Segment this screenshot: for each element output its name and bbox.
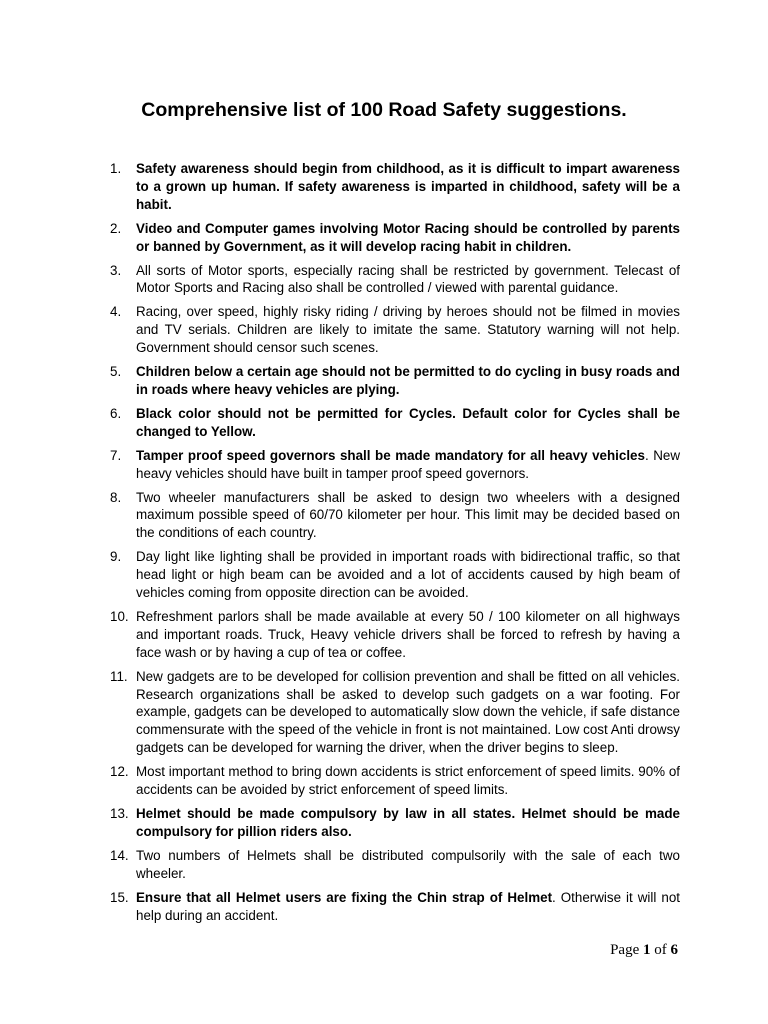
- item-bold-text: Safety awareness should begin from childhood, as it is difficult to impart awareness to a grown up human. If safety awareness is imparted in childhood, safety will be a habit.: [136, 161, 680, 212]
- item-number: 4.: [110, 304, 122, 320]
- item-number: 14.: [110, 847, 129, 863]
- item-text: Most important method to bring down accidents is strict enforcement of speed limits. 90% of accidents can be avoided by strict enforcement of speed limits.: [136, 764, 680, 798]
- item-text: New gadgets are to be developed for collision prevention and shall be fitted on all vehicles. Research organizations shall be asked to develop such gadgets on a war footing. For example, gadgets can be developed to automatically slow down the vehicle, if safe distance commensurate with the speed of the vehicle in front is not maintained. Low cost Anti drowsy gadgets can be developed for warning the driver, when the driver begins to sleep.: [136, 668, 680, 756]
- list-item: [110, 220, 680, 256]
- item-text: . New heavy vehicles should have built in tamper proof speed governors.: [136, 447, 680, 481]
- item-bold-text: Helmet should be made compulsory by law in all states. Helmet should be made compulsory for pillion riders also.: [136, 806, 680, 839]
- list-item: [110, 363, 680, 399]
- item-bold-text: Ensure that all Helmet users are fixing the Chin strap of Helmet: [136, 889, 553, 905]
- list-item: [110, 668, 680, 758]
- list-item: [110, 847, 680, 883]
- item-text: Day light like lighting shall be provided in important roads with bidirectional traffic, so that head light or high beam can be avoided and a lot of accidents caused by high beam of vehicles coming from opposite direction can be avoided.: [136, 549, 680, 601]
- item-number: 9.: [110, 549, 122, 565]
- suggestion-list: [110, 160, 680, 930]
- item-number: 11.: [110, 668, 128, 684]
- item-bold-text: Tamper proof speed governors shall be made mandatory for all heavy vehicles: [136, 447, 645, 463]
- list-item: [110, 805, 680, 841]
- item-number: 7.: [110, 447, 122, 463]
- item-number: 8.: [110, 489, 122, 505]
- item-text: . Otherwise it will not help during an accident.: [136, 889, 680, 923]
- item-number: 6.: [110, 405, 122, 421]
- list-item: [110, 548, 680, 602]
- item-number: 3.: [110, 262, 122, 278]
- item-number: 1.: [110, 161, 122, 176]
- item-bold-text: Video and Computer games involving Motor Racing should be controlled by parents or banned by Government, as it will develop racing habit in children.: [136, 220, 680, 254]
- page-label: Page: [610, 942, 643, 958]
- page-title: Comprehensive list of 100 Road Safety suggestions.: [141, 99, 627, 121]
- item-number: 13.: [110, 806, 129, 821]
- list-item: [110, 447, 680, 483]
- page-footer: [610, 942, 678, 959]
- item-text: Two wheeler manufacturers shall be asked to design two wheelers with a designed maximum possible speed of 60/70 kilometer per hour. This limit may be decided based on the conditions of each country.: [136, 489, 680, 541]
- page-number: 1: [643, 942, 651, 958]
- item-text: All sorts of Motor sports, especially racing shall be restricted by government. Telecast of Motor Sports and Racing also shall be controlled / viewed with parental guidance.: [136, 262, 680, 296]
- item-number: 5.: [110, 364, 122, 380]
- item-text: Refreshment parlors shall be made available at every 50 / 100 kilometer on all highways and important roads. Truck, Heavy vehicle drivers shall be forced to refresh by having a face wash or by having a cup of tea or coffee.: [136, 608, 680, 660]
- list-item: [110, 489, 680, 543]
- item-number: 15.: [110, 889, 129, 905]
- list-item: [110, 160, 680, 214]
- item-text: Two numbers of Helmets shall be distributed compulsorily with the sale of each two wheeler.: [136, 847, 680, 881]
- item-bold-text: Children below a certain age should not be permitted to do cycling in busy roads and in roads where heavy vehicles are plying.: [136, 364, 680, 397]
- list-item: [110, 405, 680, 441]
- of-label: of: [650, 942, 671, 958]
- item-number: 2.: [110, 220, 122, 236]
- list-item: [110, 262, 680, 298]
- page-total: 6: [670, 942, 678, 958]
- item-text: Racing, over speed, highly risky riding / driving by heroes should not be filmed in movies and TV serials. Children are likely to imitate the same. Statutory warning will not help. Government should censor such scenes.: [136, 304, 680, 356]
- list-item: [110, 763, 680, 799]
- list-item: [110, 608, 680, 662]
- list-item: [110, 889, 680, 925]
- item-number: 10.: [110, 608, 129, 624]
- item-bold-text: Black color should not be permitted for Cycles. Default color for Cycles shall be changed to Yellow.: [136, 405, 680, 439]
- list-item: [110, 303, 680, 357]
- item-number: 12.: [110, 764, 129, 780]
